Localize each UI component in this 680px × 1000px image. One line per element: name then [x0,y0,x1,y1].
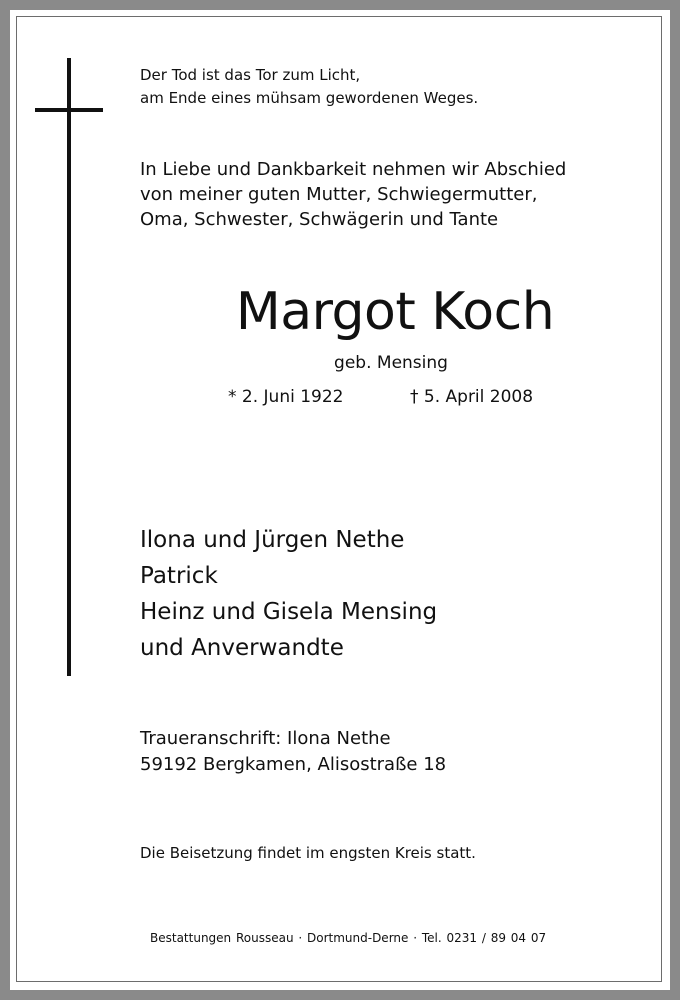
cross-icon-bar [35,108,103,112]
birth-date: * 2. Juni 1922 [228,387,344,407]
motto-line: Der Tod ist das Tor zum Licht, [140,66,361,84]
mourners-list [140,522,437,666]
burial-note: Die Beisetzung findet im engsten Kreis statt. [140,844,476,862]
mourner-line: Heinz und Gisela Mensing [140,599,438,625]
address-line: 59192 Bergkamen, Alisostraße 18 [140,754,447,775]
motto [140,64,478,110]
mourner-line: Patrick [140,563,218,589]
farewell-line: Oma, Schwester, Schwägerin und Tante [140,209,499,230]
farewell-line: In Liebe und Dankbarkeit nehmen wir Abschied [140,159,567,180]
mourning-address [140,726,446,778]
deceased-name: Margot Koch [235,282,555,342]
death-date: † 5. April 2008 [410,387,534,407]
maiden-name: geb. Mensing [334,353,448,373]
farewell-line: von meiner guten Mutter, Schwiegermutter, [140,184,538,205]
mourner-line: und Anverwandte [140,635,344,661]
motto-line: am Ende eines mühsam gewordenen Weges. [140,89,479,107]
undertaker-footer: Bestattungen Rousseau · Dortmund-Derne · Tel. 0231 / 89 04 07 [150,931,547,945]
address-line: Traueranschrift: Ilona Nethe [140,728,391,749]
mourner-line: Ilona und Jürgen Nethe [140,527,405,553]
farewell-text [140,157,566,232]
